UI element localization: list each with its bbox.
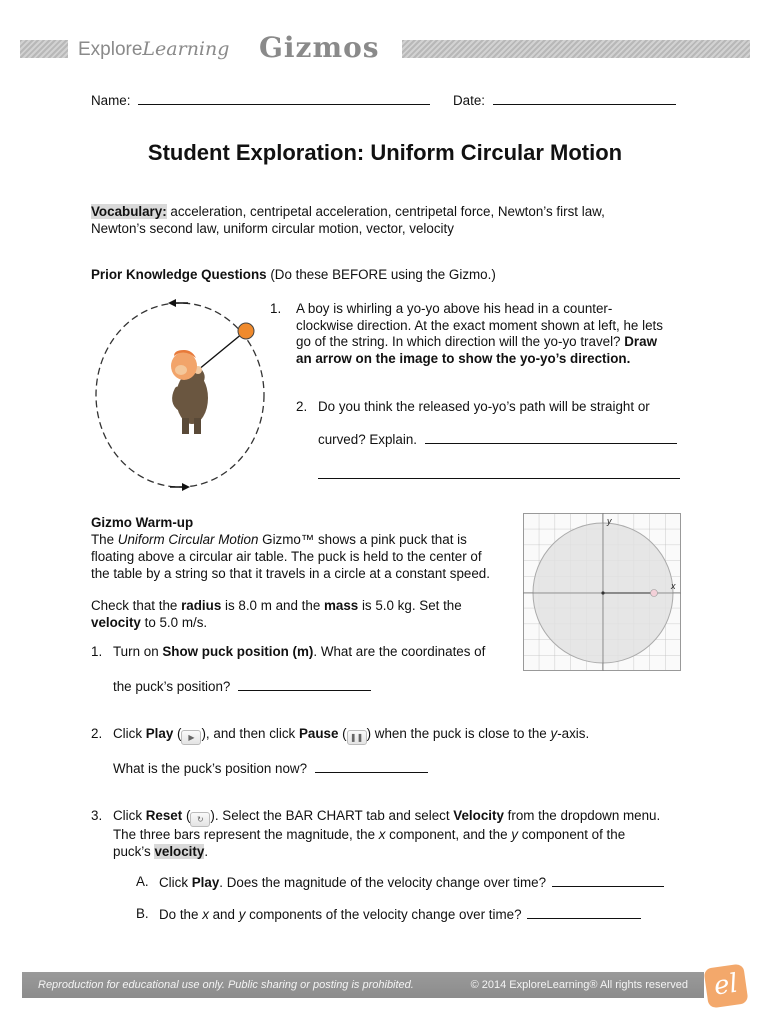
w1-a: Turn on xyxy=(113,644,163,659)
w1-bold: Show puck position (m) xyxy=(162,644,314,659)
gizmos-logo: Gizmos xyxy=(255,31,384,65)
reset-icon: ↻ xyxy=(190,812,210,827)
w2-answer-blank[interactable] xyxy=(315,760,428,773)
el-logo-icon: el xyxy=(703,963,748,1008)
vocabulary-label: Vocabulary: xyxy=(91,204,167,219)
w3a-label: A. xyxy=(136,874,149,889)
yoyo-string xyxy=(198,333,243,370)
w2-y-italic: y xyxy=(550,726,558,741)
warmup-question-3 xyxy=(113,808,713,860)
warmup-p2-a: Check that the xyxy=(91,598,182,613)
w3-line2-x: x xyxy=(378,827,386,842)
puck xyxy=(651,590,658,597)
q1-bold2: an arrow on the image to show the yo-yo’s direction. xyxy=(296,350,631,366)
name-row xyxy=(91,92,430,108)
x-axis-label: x xyxy=(671,581,676,591)
date-row xyxy=(453,92,676,108)
warmup-p2-b: is 8.0 m and the xyxy=(221,598,324,613)
footer-bar xyxy=(22,972,704,998)
warmup-p1-a: The xyxy=(91,532,118,547)
w2-e: ) when the puck is close to the xyxy=(366,726,551,741)
footer-notice: Reproduction for educational use only. Public sharing or posting is prohibited. xyxy=(38,979,414,991)
warmup-p2-c: is 5.0 kg. Set the xyxy=(358,598,462,613)
w2-play: Play xyxy=(145,726,174,741)
y-axis-label: y xyxy=(607,516,612,526)
w3-line3-a: puck’s xyxy=(113,843,155,859)
name-label: Name: xyxy=(91,93,131,108)
w3b-answer-blank[interactable] xyxy=(527,906,641,919)
prior-note: (Do these BEFORE using the Gizmo.) xyxy=(266,267,496,282)
q2-answer-blank-2[interactable] xyxy=(318,478,680,479)
w2-d: ( xyxy=(338,726,347,741)
q1-line2: clockwise direction. At the exact moment shown at left, he lets xyxy=(296,317,663,333)
w3b-x: x xyxy=(202,907,209,922)
date-blank[interactable] xyxy=(493,92,676,105)
w3-line2-a: The three bars represent the magnitude, the xyxy=(113,827,379,842)
prior-heading: Prior Knowledge Questions xyxy=(91,267,267,282)
w3a-play: Play xyxy=(191,875,220,890)
w3-line3-b: . xyxy=(204,843,209,859)
play-icon: ▶ xyxy=(181,730,201,745)
w3b-label: B. xyxy=(136,906,149,921)
w2-c: ), and then click xyxy=(201,726,299,741)
yoyo xyxy=(238,323,254,339)
gizmo-warmup xyxy=(91,514,511,631)
w3a-answer-blank[interactable] xyxy=(552,874,664,887)
warmup-p2-d: to 5.0 m/s. xyxy=(140,615,208,630)
question-1 xyxy=(296,301,696,367)
w2-line2-row xyxy=(113,760,428,776)
boy-figure xyxy=(171,350,208,434)
header-banner xyxy=(20,31,750,64)
w3-line2-c: component of the xyxy=(517,827,626,842)
w3a-a: Click xyxy=(159,875,192,890)
gizmo-screenshot xyxy=(523,513,681,671)
vocabulary-line2: Newton’s second law, uniform circular motion, vector, velocity xyxy=(91,221,454,236)
warmup-radius: radius xyxy=(181,598,222,613)
w3-line3-highlight: velocity xyxy=(154,843,205,859)
w2-line2: What is the puck’s position now? xyxy=(113,761,308,776)
q2-line1: Do you think the released yo-yo’s path will be straight or xyxy=(318,399,650,414)
w3-line2-y: y xyxy=(511,827,518,842)
warmup-p1-b: Gizmo™ shows a pink puck that is xyxy=(258,532,467,547)
w1-answer-blank[interactable] xyxy=(238,678,371,691)
w2-f: -axis. xyxy=(557,726,590,741)
w3-velocity: Velocity xyxy=(453,808,504,823)
question-2 xyxy=(318,399,698,414)
w3b-y: y xyxy=(238,907,246,922)
q2-line2: curved? Explain. xyxy=(318,432,417,447)
logo-text: Explore xyxy=(78,39,143,60)
warmup-velocity: velocity xyxy=(91,615,141,630)
w3-reset: Reset xyxy=(145,808,183,823)
q2-answer-blank-1[interactable] xyxy=(425,431,677,444)
yoyo-illustration xyxy=(88,290,274,495)
w3-b: ( xyxy=(182,808,191,823)
top-arrow-icon xyxy=(168,299,188,307)
sub-question-b xyxy=(159,906,641,922)
w3-c: ). Select the BAR CHART tab and select xyxy=(210,808,454,823)
w1-line2-row xyxy=(113,678,371,694)
warmup-heading: Gizmo Warm-up xyxy=(91,515,194,530)
footer-copyright: © 2014 ExploreLearning® All rights reserved xyxy=(470,979,688,991)
warmup-question-2 xyxy=(113,726,713,745)
warmup-p1-line3: the table by a string so that it travels in a circle at a constant speed. xyxy=(91,566,490,581)
w1-number: 1. xyxy=(91,644,103,659)
logo-script: Learning xyxy=(142,38,230,60)
w1-line2: the puck’s position? xyxy=(113,679,231,694)
warmup-p1-line2: floating above a circular air table. The puck is held to the center of xyxy=(91,549,482,564)
date-label: Date: xyxy=(453,93,486,108)
warmup-question-1 xyxy=(113,644,513,659)
prior-knowledge-heading xyxy=(91,267,496,282)
w2-number: 2. xyxy=(91,726,103,741)
vocabulary xyxy=(91,203,691,237)
center-point xyxy=(601,591,604,594)
pause-icon: ❚❚ xyxy=(347,730,367,745)
page-title: Student Exploration: Uniform Circular Motion xyxy=(147,140,623,165)
q2-line2-row xyxy=(318,431,677,447)
q1-line3: go of the string. In which direction will the yo-yo travel? xyxy=(296,334,621,349)
w3a-b: . Does the magnitude of the velocity change over time? xyxy=(219,875,547,890)
q1-bold1: Draw xyxy=(620,334,657,349)
w3-line2-b: component, and the xyxy=(385,827,512,842)
q2-number: 2. xyxy=(296,399,308,414)
explorelearning-logo xyxy=(74,35,233,63)
q1-number: 1. xyxy=(270,301,282,316)
w3b-c: components of the velocity change over time? xyxy=(245,907,522,922)
w2-b: ( xyxy=(173,726,182,741)
w3-a: Click xyxy=(113,808,146,823)
banner-stripe-left xyxy=(20,40,68,58)
w3-number: 3. xyxy=(91,808,103,823)
banner-stripe-right xyxy=(402,40,750,58)
bottom-arrow-icon xyxy=(170,483,190,491)
w2-a: Click xyxy=(113,726,146,741)
name-blank[interactable] xyxy=(138,92,430,105)
q1-line1: A boy is whirling a yo-yo above his head in a counter- xyxy=(296,301,613,316)
sub-question-a xyxy=(159,874,664,890)
w3-d: from the dropdown menu. xyxy=(503,808,661,823)
vocabulary-line1: acceleration, centripetal acceleration, centripetal force, Newton’s first law, xyxy=(166,204,605,219)
warmup-mass: mass xyxy=(323,598,359,613)
w2-pause: Pause xyxy=(298,726,339,741)
warmup-p1-italic: Uniform Circular Motion xyxy=(117,532,259,547)
w1-b: . What are the coordinates of xyxy=(313,644,486,659)
w3b-b: and xyxy=(208,907,239,922)
w3b-a: Do the xyxy=(159,907,203,922)
